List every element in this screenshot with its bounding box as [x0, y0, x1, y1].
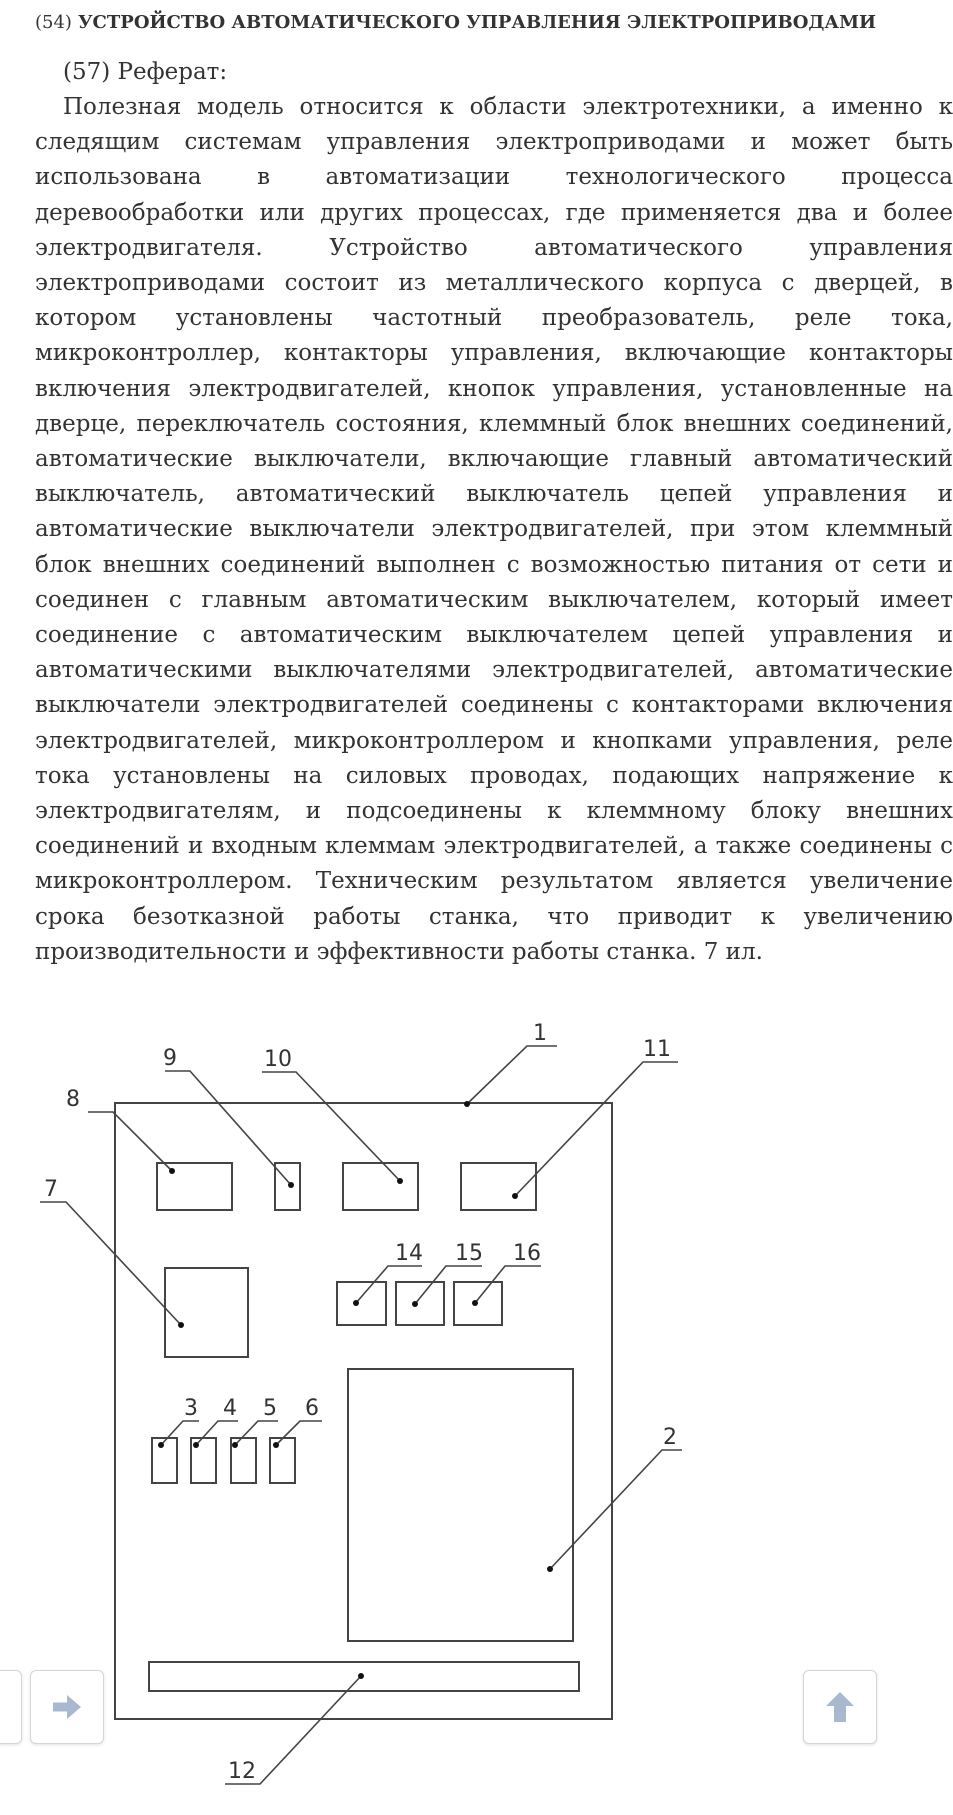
label-16: 16 [513, 1241, 541, 1266]
label-6: 6 [305, 1396, 319, 1421]
label-1: 1 [533, 1021, 547, 1046]
component-7-rect [165, 1268, 248, 1357]
diagram-svg [0, 995, 760, 1815]
label-3: 3 [184, 1396, 198, 1421]
arrow-left-icon [0, 1689, 3, 1725]
component-15-rect [396, 1282, 444, 1325]
label-7: 7 [44, 1177, 58, 1202]
abstract-heading: (57) Реферат: [63, 59, 228, 85]
abstract-text: Полезная модель относится к области электротехники, а именно к следящим системам управления электроприводами и может быть использована в автоматизации технологического процесса деревообработки или других процессах, где применяется два и более электродвигателя. Устройство автоматического управления электроприводами состоит из металлического корпуса с дверцей, в котором установлены частотный преобразователь, реле тока, микроконтроллер, контакторы управления, включающие контакторы включения электродвигателей, кнопок управления, установленные на дверце, переключатель состояния, клеммный блок внешних соединений, автоматические выключатели, включающие главный автоматический выключатель, автоматический выключатель цепей управления и автоматические выключатели электродвигателей, при этом клеммный блок внешних соединений выполнен с возможностью питания от сети и соединен с главным автоматическим выключателем, который имеет соединение с автоматическим выключателем цепей управления и автоматическими выключателями электродвигателей, автоматические выключатели электродвигателей соединены с контакторами включения электродвигателей, микроконтроллером и кнопками управления, реле тока установлены на силовых проводах, подающих напряжение к электродвигателям, и подсоединены к клеммному блоку внешних соединений и входным клеммам электродвигателей, а также соединены с микроконтроллером. Техническим результатом является увеличение срока безотказной работы станка, что приводит к увеличению производительности и эффективности работы станка. 7 ил. [35, 94, 953, 965]
label-11: 11 [643, 1037, 671, 1062]
device-diagram [0, 995, 760, 1815]
component-16-rect [454, 1282, 502, 1325]
component-14-rect [337, 1282, 386, 1325]
component-3-rect [152, 1438, 177, 1483]
connection-dots [158, 1101, 553, 1679]
component-2-rect [348, 1369, 573, 1641]
label-10: 10 [264, 1047, 292, 1072]
label-4: 4 [223, 1396, 237, 1421]
label-14: 14 [395, 1241, 423, 1266]
component-8-rect [157, 1163, 232, 1210]
document-header [35, 10, 935, 36]
label-15: 15 [455, 1241, 483, 1266]
label-5: 5 [263, 1396, 277, 1421]
label-8: 8 [66, 1087, 80, 1112]
next-page-button[interactable] [30, 1670, 104, 1744]
section-number: (54) [35, 12, 72, 33]
label-9: 9 [163, 1046, 177, 1071]
label-2: 2 [663, 1425, 677, 1450]
label-12: 12 [228, 1759, 256, 1784]
arrow-up-icon [822, 1689, 858, 1725]
reference-labels [44, 1021, 677, 1784]
component-10-rect [343, 1163, 418, 1210]
arrow-right-icon [49, 1689, 85, 1725]
previous-page-button[interactable] [0, 1670, 22, 1744]
scroll-to-top-button[interactable] [803, 1670, 877, 1744]
document-title: УСТРОЙСТВО АВТОМАТИЧЕСКОГО УПРАВЛЕНИЯ ЭЛЕКТРОПРИВОДАМИ [77, 12, 876, 33]
component-12-rect [149, 1662, 579, 1691]
